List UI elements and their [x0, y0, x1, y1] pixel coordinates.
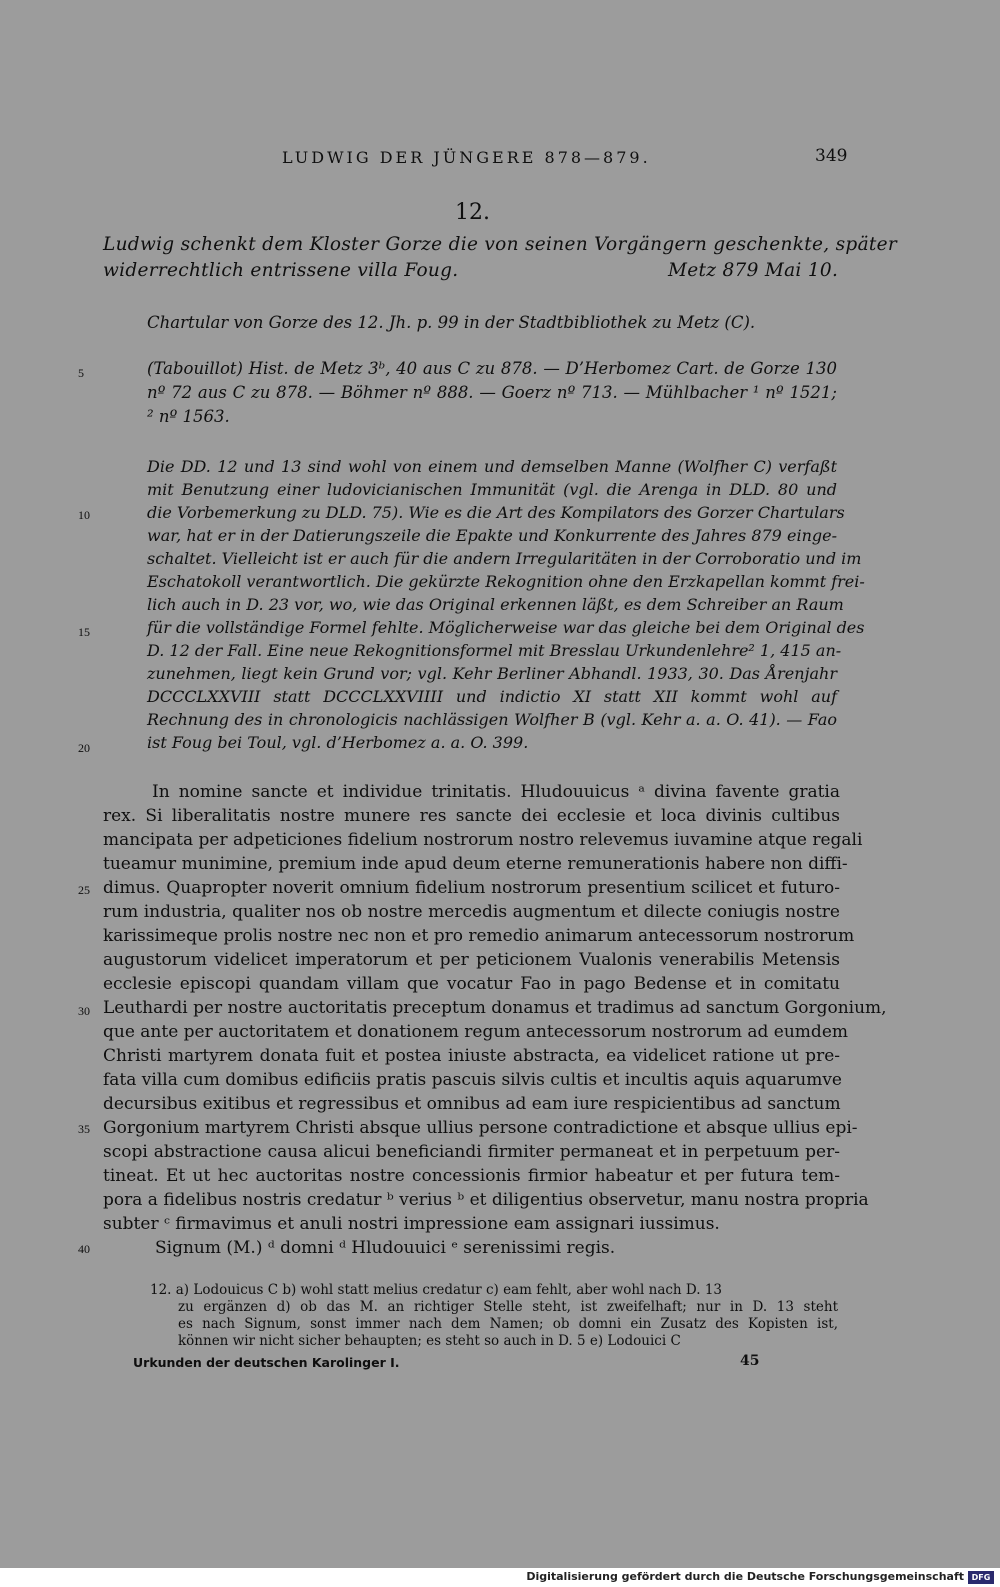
- source-line: Chartular von Gorze des 12. Jh. p. 99 in der Stadtbibliothek zu Metz (C).: [147, 313, 756, 332]
- commentary-line: für die vollständige Formel fehlte. Möglicherweise war das gleiche bei dem Original des: [147, 618, 865, 637]
- document-number: 12.: [455, 200, 490, 225]
- charter-line: fata villa cum domibus edificiis pratis pascuis silvis cultis et incultis aquis aquarumve: [103, 1070, 842, 1090]
- edition-line: (Tabouillot) Hist. de Metz 3ᵇ, 40 aus C zu 878. — D’Herbomez Cart. de Gorze 130: [147, 359, 837, 378]
- commentary-line: die Vorbemerkung zu DLD. 75). Wie es die Art des Kompilators des Gorzer Chartulars: [147, 503, 845, 522]
- charter-line: Christi martyrem donata fuit et postea iniuste abstracta, ea videlicet ratione ut pre-: [103, 1046, 840, 1066]
- footnote-line: es nach Signum, sonst immer nach dem Namen; ob domni ein Zusatz des Kopisten ist,: [178, 1316, 838, 1332]
- charter-line: subter ᶜ firmavimus et anuli nostri impressione eam assignari iussimus.: [103, 1214, 720, 1234]
- charter-line: tueamur munimine, premium inde apud deum eterne remunerationis habere non diffi-: [103, 854, 848, 874]
- footnote-line: 12. a) Lodouicus C b) wohl statt melius credatur c) eam fehlt, aber wohl nach D. 13: [150, 1282, 723, 1298]
- charter-line: augustorum videlicet imperatorum et per peticionem Vualonis venerabilis Metensis: [103, 950, 840, 970]
- regest-line: widerrechtlich entrissene villa Foug.: [103, 260, 459, 281]
- edition-line: nº 72 aus C zu 878. — Böhmer nº 888. — Goerz nº 713. — Mühlbacher ¹ nº 1521;: [147, 383, 837, 402]
- sheet-signature: 45: [740, 1353, 760, 1369]
- charter-line: tineat. Et ut hec auctoritas nostre concessionis firmior habeatur et per futura tem-: [103, 1166, 840, 1186]
- commentary-line: schaltet. Vielleicht ist er auch für die andern Irregularitäten in der Corroboratio und im: [147, 549, 862, 568]
- charter-line: ecclesie episcopi quandam villam que vocatur Fao in pago Bedense et in comitatu: [103, 974, 840, 994]
- commentary-line: Rechnung des in chronologicis nachlässigen Wolfher B (vgl. Kehr a. a. O. 41). — Fao: [147, 710, 837, 729]
- charter-line: dimus. Quapropter noverit omnium fidelium nostrorum presentium scilicet et futuro-: [103, 878, 840, 898]
- charter-line: Leuthardi per nostre auctoritatis preceptum donamus et tradimus ad sanctum Gorgonium,: [103, 998, 887, 1018]
- commentary-line: DCCCLXXVIII statt DCCCLXXVIIII und indictio XI statt XII kommt wohl auf: [147, 687, 837, 706]
- commentary-line: D. 12 der Fall. Eine neue Rekognitionsformel mit Bresslau Urkundenlehre² 1, 415 an-: [147, 641, 842, 660]
- charter-line: Gorgonium martyrem Christi absque ullius persone contradictione et absque ullius epi-: [103, 1118, 858, 1138]
- date-place: Metz 879 Mai 10.: [668, 260, 839, 281]
- charter-line: rum industria, qualiter nos ob nostre mercedis augmentum et dilecte coniugis nostre: [103, 902, 840, 922]
- signum-line: Signum (M.) ᵈ domni ᵈ Hludouuici ᵉ serenissimi regis.: [155, 1238, 616, 1258]
- commentary-line: mit Benutzung einer ludovicianischen Immunität (vgl. die Arenga in DLD. 80 und: [147, 480, 837, 499]
- line-number: 10: [78, 508, 90, 522]
- commentary-line: ist Foug bei Toul, vgl. d’Herbomez a. a. O. 399.: [147, 733, 529, 752]
- line-number: 20: [78, 741, 90, 755]
- charter-line: mancipata per adpeticiones fidelium nostrorum nostro relevemus iuvamine atque regali: [103, 830, 863, 850]
- edition-line: ² nº 1563.: [147, 407, 230, 426]
- line-number: 15: [78, 625, 90, 639]
- footer-series: Urkunden der deutschen Karolinger I.: [133, 1355, 400, 1370]
- digitization-banner: [0, 1568, 1000, 1587]
- line-number: 5: [78, 366, 84, 380]
- page-number: 349: [815, 146, 848, 166]
- line-number: 25: [78, 883, 90, 897]
- dfg-logo-icon: DFG: [968, 1571, 994, 1584]
- charter-line: decursibus exitibus et regressibus et omnibus ad eam iure respicientibus ad sanctum: [103, 1094, 841, 1114]
- charter-line: que ante per auctoritatem et donationem regum antecessorum nostrorum ad eumdem: [103, 1022, 848, 1042]
- charter-line: pora a fidelibus nostris credatur ᵇ verius ᵇ et diligentius observetur, manu nostra propria: [103, 1190, 869, 1210]
- commentary-line: zunehmen, liegt kein Grund vor; vgl. Kehr Berliner Abhandl. 1933, 30. Das Årenjahr: [147, 664, 837, 683]
- line-number: 35: [78, 1122, 90, 1136]
- charter-line: scopi abstractione causa alicui beneficiandi firmiter permaneat et in perpetuum per-: [103, 1142, 840, 1162]
- commentary-line: war, hat er in der Datierungszeile die Epakte und Konkurrente des Jahres 879 einge-: [147, 526, 837, 545]
- running-title: LUDWIG DER JÜNGERE 878—879.: [282, 148, 651, 167]
- commentary-line: Die DD. 12 und 13 sind wohl von einem und demselben Manne (Wolfher C) verfaßt: [147, 457, 837, 476]
- commentary-line: lich auch in D. 23 vor, wo, wie das Original erkennen läßt, es dem Schreiber an Raum: [147, 595, 844, 614]
- digitization-note: Digitalisierung gefördert durch die Deutsche Forschungsgemeinschaft: [526, 1570, 964, 1583]
- line-number: 30: [78, 1004, 90, 1018]
- line-number: 40: [78, 1242, 90, 1256]
- charter-line: rex. Si liberalitatis nostre munere res sancte dei ecclesie et loca divinis cultibus: [103, 806, 840, 826]
- charter-line: In nomine sancte et individue trinitatis. Hludouuicus ᵃ divina favente gratia: [152, 782, 840, 802]
- footnote-line: können wir nicht sicher behaupten; es steht so auch in D. 5 e) Lodouici C: [178, 1333, 681, 1349]
- footnote-line: zu ergänzen d) ob das M. an richtiger Stelle steht, ist zweifelhaft; nur in D. 13 steht: [178, 1299, 838, 1315]
- commentary-line: Eschatokoll verantwortlich. Die gekürzte Rekognition ohne den Erzkapellan kommt frei-: [147, 572, 865, 591]
- regest-line: Ludwig schenkt dem Kloster Gorze die von seinen Vorgängern geschenkte, später: [103, 234, 898, 255]
- charter-line: karissimeque prolis nostre nec non et pro remedio animarum antecessorum nostrorum: [103, 926, 855, 946]
